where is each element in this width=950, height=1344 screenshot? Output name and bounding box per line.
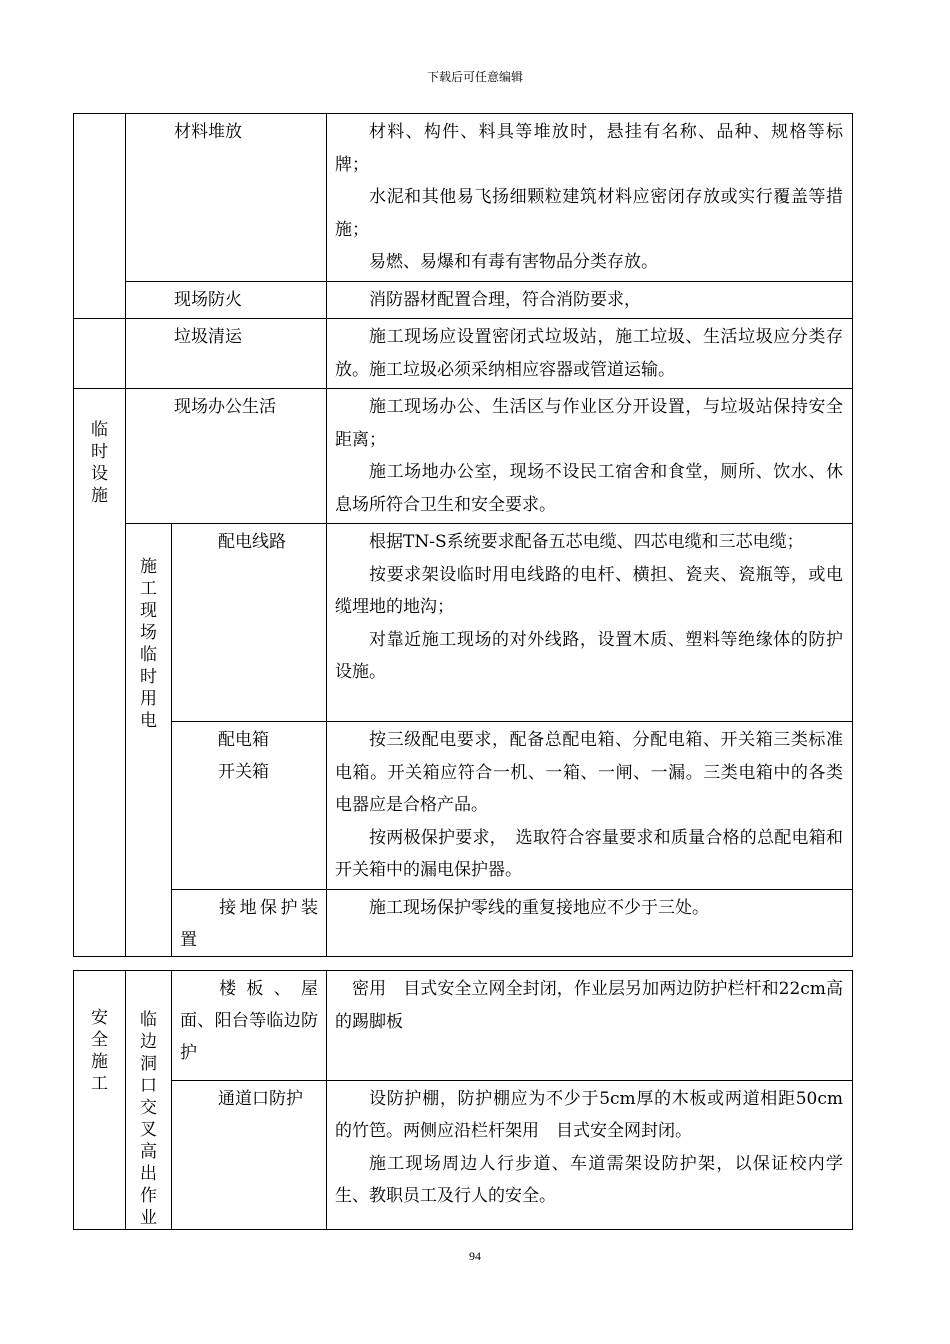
desc-paragraph: 施工现场办公、生活区与作业区分开设置，与垃圾站保持安全距离； (335, 397, 843, 450)
subcategory-label: 施工现场临时用电 (140, 557, 157, 731)
subcategory-cell-edge (126, 971, 172, 1230)
desc-cell (327, 389, 853, 524)
construction-table-2 (73, 970, 853, 1230)
desc-paragraph: 按两极保护要求， 选取符合容量要求和质量合格的总配电箱和开关箱中的漏电保护器。 (335, 827, 843, 880)
desc-cell (327, 319, 853, 389)
category-cell (74, 319, 126, 389)
item-cell: 配电线路 (172, 524, 327, 722)
table-row (74, 389, 853, 524)
table-row (74, 524, 853, 722)
desc-paragraph: 根据TN-S系统要求配备五芯电缆、四芯电缆和三芯电缆； (369, 532, 804, 552)
desc-paragraph: 材料、构件、料具等堆放时，悬挂有名称、品种、规格等标牌； (335, 122, 843, 175)
category-cell-temp (74, 389, 126, 957)
item-cell: 现场办公生活 (126, 389, 327, 524)
desc-cell (327, 722, 853, 890)
item-cell: 垃圾清运 (126, 319, 327, 389)
category-cell (74, 114, 126, 319)
table-row (74, 319, 853, 389)
desc-paragraph: 水泥和其他易飞扬细颗粒建筑材料应密闭存放或实行覆盖等措施； (335, 187, 843, 240)
desc-paragraph: 设防护棚，防护棚应为不少于5cm厚的木板或两道相距50cm的竹笆。两侧应沿栏杆架用 目式安全网封闭。 (335, 1088, 843, 1142)
desc-paragraph: 施工现场周边人行步道、车道需架设防护架，以保证校内学生、教职员工及行人的安全。 (335, 1153, 843, 1207)
category-cell-safety (74, 971, 126, 1230)
desc-paragraph: 按要求架设临时用电线路的电杆、横担、瓷夹、瓷瓶等，或电缆埋地的地沟； (335, 564, 843, 617)
desc-cell (327, 971, 853, 1081)
desc-cell (327, 1080, 853, 1229)
desc-paragraph: 易燃、易爆和有毒有害物品分类存放。 (369, 252, 658, 272)
desc-cell (327, 889, 853, 956)
desc-paragraph: 施工场地办公室，现场不设民工宿舍和食堂，厕所、饮水、休息场所符合卫生和安全要求。 (335, 462, 843, 515)
desc-paragraph: 按三级配电要求，配备总配电箱、分配电箱、开关箱三类标准电箱。开关箱应符合一机、一箱、一闸、一漏。三类电箱中的各类电器应是合格产品。 (335, 730, 843, 815)
subcategory-cell-power (126, 524, 172, 957)
desc-cell (327, 114, 853, 282)
desc-cell (327, 524, 853, 722)
desc-paragraph: 消防器材配置合理，符合消防要求， (369, 289, 641, 310)
page-header: 下载后可任意编辑 (426, 70, 523, 84)
desc-paragraph: 施工现场保护零线的重复接地应不少于三处。 (369, 897, 709, 918)
subcategory-label: 临边洞口交叉高出作业 (140, 1010, 157, 1228)
table-row (74, 1080, 853, 1229)
page-number: 94 (469, 1249, 481, 1263)
construction-table-1 (73, 113, 853, 957)
item-cell: 楼板、屋面、阳台等临边防护 (172, 971, 327, 1081)
item-line: 开关箱 (218, 762, 269, 782)
item-cell: 现场防火 (126, 281, 327, 319)
table-row (74, 971, 853, 1081)
desc-cell (327, 281, 853, 319)
table-row (74, 889, 853, 956)
desc-paragraph: 施工现场应设置密闭式垃圾站，施工垃圾、生活垃圾应分类存放。施工垃圾必须采纳相应容器或管道运输。 (335, 327, 843, 380)
desc-paragraph: 对靠近施工现场的对外线路，设置木质、塑料等绝缘体的防护设施。 (335, 629, 843, 682)
item-line: 配电箱 (218, 730, 269, 750)
desc-paragraph: 密用 目式安全立网全封闭，作业层另加两边防护栏杆和22cm高的踢脚板 (335, 979, 843, 1032)
table-row (74, 722, 853, 890)
table-row (74, 281, 853, 319)
category-label: 临时设施 (91, 420, 108, 506)
item-cell: 接地保护装置 (172, 889, 327, 956)
item-cell: 材料堆放 (126, 114, 327, 282)
item-cell: 通道口防护 (172, 1080, 327, 1229)
item-cell (172, 722, 327, 890)
table-row (74, 114, 853, 282)
category-label: 安全施工 (91, 1008, 108, 1094)
